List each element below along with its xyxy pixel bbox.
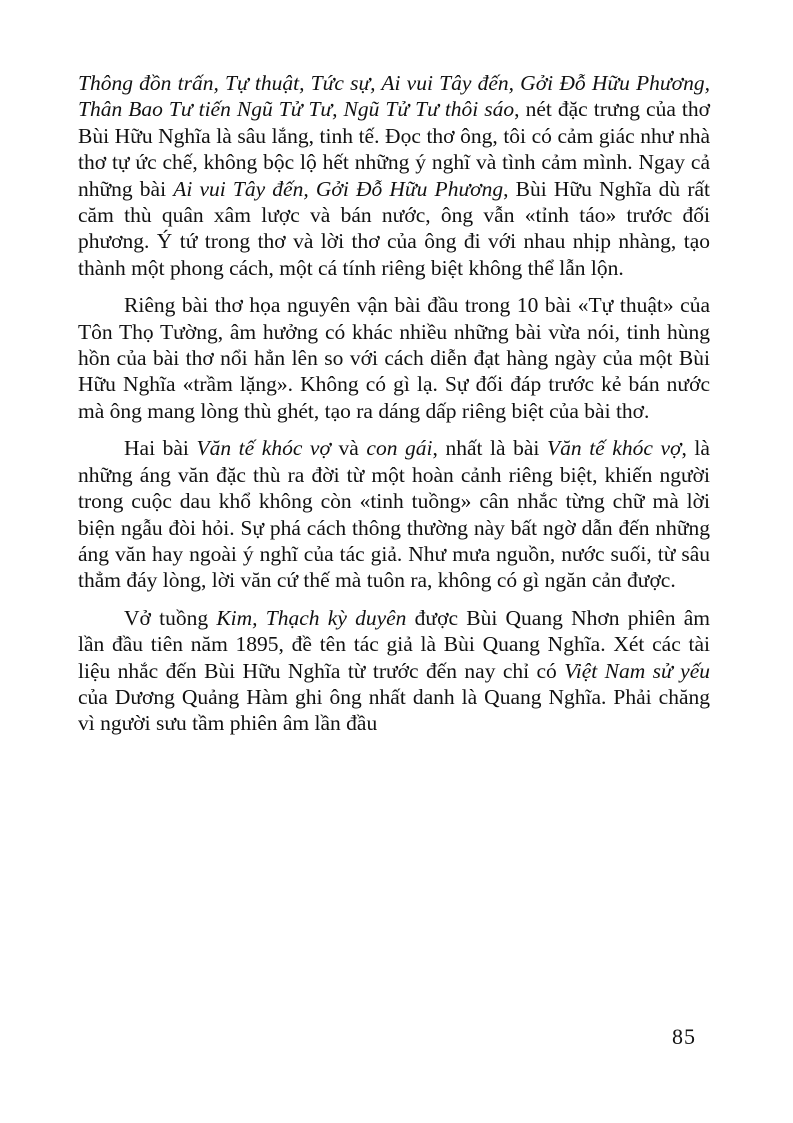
text-run: Riêng bài thơ họa nguyên vận bài đầu trong 10 bài «Tự thuật» của Tôn Thọ Tường, âm hưởng có khác nhiều những bài vừa nói, tinh hùng hồn của bài thơ nổi hẳn lên so với cách diễn đạt hàng ngày của một Bùi Hữu Nghĩa «trầm lặng». Không có gì lạ. Sự đối đáp trước kẻ bán nước mà ông mang lòng thù ghét, tạo ra dáng dấp riêng biệt của bài thơ. [78,293,710,423]
body-text [78,70,710,737]
page-number: 85 [672,1024,696,1049]
text-italic: Thông đồn trấn, Tự thuật, Tức sự, Ai vui Tây đến, Gởi Đỗ Hữu Phương, Thân Bao Tư tiến Ngũ Tử Tư, Ngũ Tử Tư thôi sáo [78,71,710,122]
text-italic: Việt Nam sử yếu [564,658,711,683]
text-run: , là những áng văn đặc thù ra đời từ một hoàn cảnh riêng biệt, khiến người trong cuộc dau khổ không còn «tinh tuồng» cân nhắc từng chữ mà lời biện ngẫu đòi hỏi. Sự phá cách thông thường này bất ngờ dẫn đến những áng văn hay ngoài ý nghĩ của tác giả. Như mưa nguồn, nước suối, từ sâu thẳm đáy lòng, lời văn cứ thế mà tuôn ra, không có gì ngăn cản được. [78,436,710,593]
text-italic: Văn tế khóc vợ [196,436,331,461]
text-run: và [330,436,367,461]
paragraph-3 [78,435,710,593]
text-run: của Dương Quảng Hàm ghi ông nhất danh là Quang Nghĩa. Phải chăng vì người sưu tầm phiên âm lần đầu [78,684,710,736]
text-italic: Kim, Thạch kỳ duyên [216,605,407,630]
text-run: Hai bài [124,436,197,461]
text-italic: con gái [366,436,433,461]
text-run: được Bùi Quang Nhơn phiên âm lần đầu tiên năm 1895, đề tên tác giả là Bùi Quang Nghĩa. Xét các tài liệu nhắc đến Bùi Hữu Nghĩa từ trước đến nay chỉ có [78,605,710,683]
text-italic: Văn tế khóc vợ [546,436,682,461]
text-run: , Bùi Hữu Nghĩa dù rất căm thù quân xâm lược và bán nước, ông vẫn «tỉnh táo» trước đối phương. Ý tứ trong thơ và lời thơ của ông đi với nhau nhịp nhàng, tạo thành một phong cách, một cá tính riêng biệt không thể lẫn lộn. [78,176,710,280]
paragraph-4 [78,605,710,737]
text-run: , nhất là bài [432,436,547,461]
text-italic: Ai vui Tây đến, Gởi Đỗ Hữu Phương [173,176,504,201]
text-run: Vở tuồng [124,605,217,630]
paragraph-2 [78,292,710,424]
text-run: , nét đặc trưng của thơ Bùi Hữu Nghĩa là sâu lắng, tinh tế. Đọc thơ ông, tôi có cảm giác như nhà thơ tự ức chế, không bộc lộ hết những ý nghĩ và tình cảm mình. Ngay cả những bài [78,97,710,201]
paragraph-1 [78,70,710,281]
